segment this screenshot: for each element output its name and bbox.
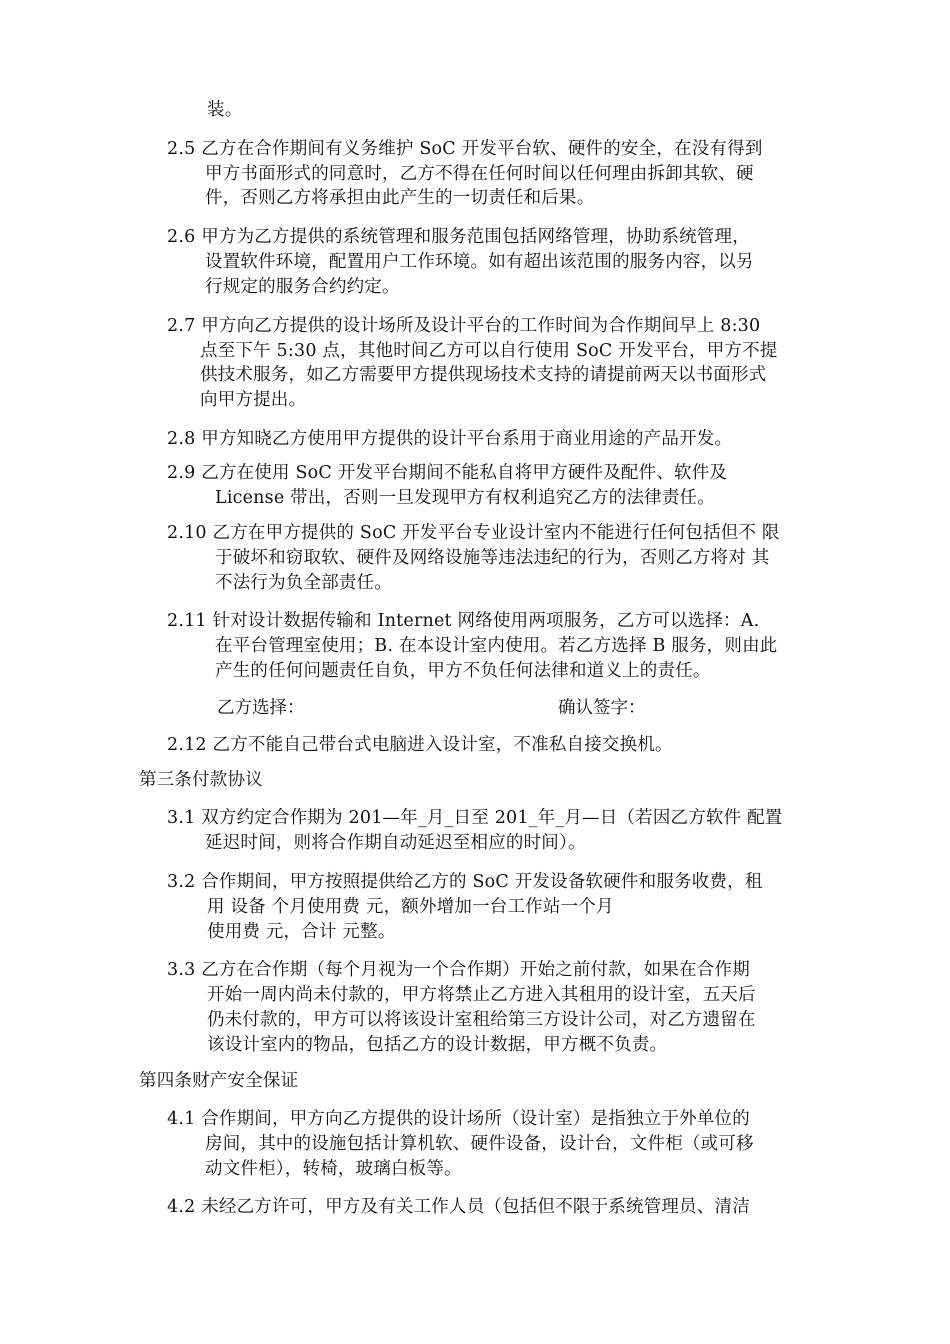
clause-line: 点至下午 5:30 点，其他时间乙方可以自行使用 SoC 开发平台，甲方不提 <box>200 341 778 361</box>
clause-line: 2.10 乙方在甲方提供的 SoC 开发平台专业设计室内不能进行任何包括但不 限 <box>167 523 780 543</box>
clause-line: 2.7 甲方向乙方提供的设计场所及设计平台的工作时间为合作期间早上 8:30 <box>167 316 761 336</box>
clause-line: 动文件柜），转椅，玻璃白板等。 <box>205 1159 462 1179</box>
clause-line: 向甲方提出。 <box>200 390 307 410</box>
clause-line: 3.2 合作期间，甲方按照提供给乙方的 SoC 开发设备软硬件和服务收费，租 <box>167 872 763 892</box>
clause-line: 2.5 乙方在合作期间有义务维护 SoC 开发平台软、硬件的安全，在没有得到 <box>167 139 763 159</box>
clause-line: 甲方书面形式的同意时，乙方不得在任何时间以任何理由拆卸其软、硬 <box>205 164 754 184</box>
clause-line: License 带出，否则一旦发现甲方有权利追究乙方的法律责任。 <box>215 488 715 508</box>
clause-line: 房间，其中的设施包括计算机软、硬件设备，设计台，文件柜（或可移 <box>205 1134 754 1154</box>
clause-2-12: 2.12 乙方不能自己带台式电脑进入设计室，不准私自接交换机。 <box>167 735 673 755</box>
clause-line: 不法行为负全部责任。 <box>215 573 392 593</box>
continued-text: 装。 <box>207 100 243 120</box>
clause-line: 在平台管理室使用；B. 在本设计室内使用。若乙方选择 B 服务，则由此 <box>215 636 778 656</box>
clause-line: 供技术服务，如乙方需要甲方提供现场技术支持的请提前两天以书面形式 <box>200 365 767 385</box>
clause-line: 产生的任何问题责任自负，甲方不负任何法律和道义上的责任。 <box>215 661 711 681</box>
clause-line: 4.1 合作期间，甲方向乙方提供的设计场所（设计室）是指独立于外单位的 <box>167 1109 750 1129</box>
clause-line: 2.8 甲方知晓乙方使用甲方提供的设计平台系用于商业用途的产品开发。 <box>167 429 733 449</box>
section-3-heading: 第三条付款协议 <box>139 770 263 790</box>
clause-line: 3.1 双方约定合作期为 201—年_月_日至 201_年_月—日（若因乙方软件 配置 <box>167 808 783 828</box>
clause-line: 开始一周内尚未付款的，甲方将禁止乙方进入其租用的设计室，五天后 <box>207 985 756 1005</box>
clause-line: 2.11 针对设计数据传输和 Internet 网络使用两项服务，乙方可以选择：A. <box>167 611 760 631</box>
clause-line: 2.6 甲方为乙方提供的系统管理和服务范围包括网络管理，协助系统管理， <box>167 227 750 247</box>
section-4-heading: 第四条财产安全保证 <box>139 1071 299 1091</box>
clause-line: 使用费 元，合计 元整。 <box>207 922 396 942</box>
clause-line: 行规定的服务合约约定。 <box>205 277 400 297</box>
choice-label: 乙方选择： <box>217 698 305 718</box>
clause-line: 设置软件环境，配置用户工作环境。如有超出该范围的服务内容，以另 <box>205 252 754 272</box>
clause-line: 3.3 乙方在合作期（每个月视为一个合作期）开始之前付款，如果在合作期 <box>167 960 750 980</box>
clause-line: 仍未付款的，甲方可以将该设计室租给第三方设计公司，对乙方遗留在 <box>207 1010 756 1030</box>
clause-line: 延迟时间，则将合作期自动延迟至相应的时间）。 <box>205 833 586 853</box>
signature-label: 确认签字： <box>558 698 646 718</box>
clause-line: 用 设备 个月使用费 元，额外增加一台工作站一个月 <box>207 897 614 917</box>
clause-line: 该设计室内的物品，包括乙方的设计数据，甲方概不负责。 <box>207 1035 668 1055</box>
clause-line: 4.2 未经乙方许可，甲方及有关工作人员（包括但不限于系统管理员、清洁 <box>167 1197 750 1217</box>
clause-line: 件，否则乙方将承担由此产生的一切责任和后果。 <box>205 188 595 208</box>
clause-line: 于破坏和窃取软、硬件及网络设施等违法违纪的行为，否则乙方将对 其 <box>215 548 770 568</box>
clause-line: 2.9 乙方在使用 SoC 开发平台期间不能私自将甲方硬件及配件、软件及 <box>167 463 728 483</box>
